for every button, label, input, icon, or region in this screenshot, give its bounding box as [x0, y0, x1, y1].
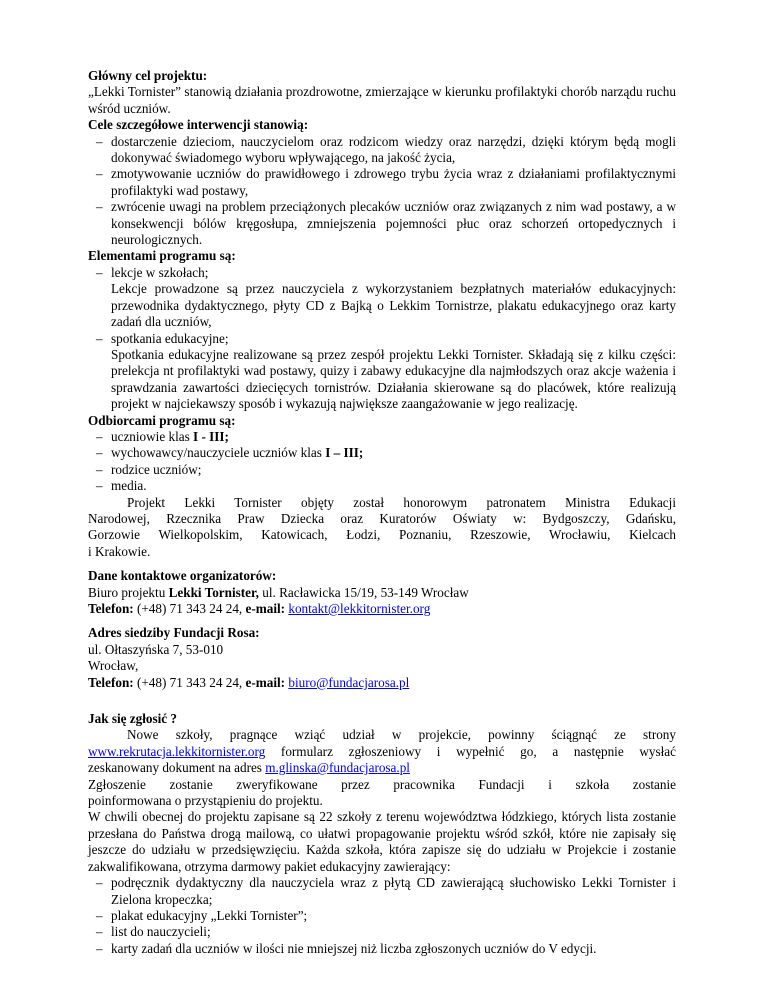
elements-item2-text: Spotkania edukacyjne realizowane są przez zespół projektu Lekki Tornister. Składają się z kilku części: prelekcja nt profilaktyki wad postawy, quizy i zabawy edukacyjne dla najmłodszych oraz akcje ważenia i sprawdzania zawartości dziecięcych tornistrów. Działania skierowane są do placówek, które realizują projekt w najciekawszy sposób i wykazują największe zaangażowanie w jego realizację. — [111, 346, 676, 412]
apply-line-text: formularz zgłoszeniowy i wypełnić go, a następnie wysłać — [265, 743, 676, 759]
foundation-city: Wrocław, — [88, 658, 139, 674]
recipients-list — [88, 429, 676, 495]
list-item: – list do nauczycieli; — [88, 924, 676, 940]
foundation-street: ul. Ołtaszyńska 7, 53-010 — [88, 641, 224, 657]
package-list — [88, 875, 676, 957]
contact-email-link[interactable]: kontakt@lekkitornister.org — [288, 601, 431, 616]
apply-paragraph-1 — [88, 727, 676, 776]
contact-office — [88, 585, 676, 601]
office-text: Biuro projektu — [88, 584, 169, 600]
list-item: – plakat edukacyjny „Lekki Tornister”; — [88, 908, 676, 924]
list-item: – karty zadań dla uczniów w ilości nie mniejszej niż liczba zgłoszonych uczniów do V edycji. — [88, 941, 676, 957]
phone-number: (+48) 71 343 24 24, — [133, 601, 246, 616]
apply-email-link[interactable]: m.glinska@fundacjarosa.pl — [265, 760, 410, 776]
recipient-bold: I - III; — [193, 428, 229, 444]
contact-phone-line — [88, 601, 676, 617]
contact-heading: Dane kontaktowe organizatorów: — [88, 568, 277, 584]
apply-line: Zgłoszenie zostanie zweryfikowane przez pracownika Fundacji i szkoła zostanie — [88, 776, 676, 792]
apply-line-text: zeskanowany dokument na adres — [88, 760, 266, 776]
office-name: Lekki Tornister, — [168, 584, 259, 600]
patronage-paragraph — [88, 495, 676, 561]
list-item: – podręcznik dydaktyczny dla nauczyciela wraz z płytą CD zawierającą słuchowisko Lekki Tornister i Zielona kropeczka; — [88, 875, 676, 908]
email-label: e-mail: — [245, 674, 286, 690]
apply-line: poinformowana o przystąpieniu do projektu. — [88, 793, 323, 809]
specific-list — [88, 134, 676, 249]
foundation-email-link[interactable]: biuro@fundacjarosa.pl — [288, 674, 410, 690]
patronage-line: Narodowej, Rzecznika Praw Dziecka oraz Kuratorów Oświaty w: Bydgoszczy, Gdańsku, — [88, 510, 676, 526]
recipient-text: wychowawcy/nauczyciele uczniów klas — [111, 445, 326, 461]
recipients-heading: Odbiorcami programu są: — [88, 412, 236, 428]
recipient-text: uczniowie klas — [111, 428, 194, 444]
goal-heading: Główny cel projektu: — [88, 68, 208, 83]
list-item — [88, 445, 676, 461]
recruitment-link[interactable]: www.rekrutacja.lekkitornister.org — [88, 743, 266, 759]
list-item: – dostarczenie dzieciom, nauczycielom oraz rodzicom wiedzy oraz narzędzi, dzięki którym będą mogli dokonywać świadomego wyboru wpływającego, na jakość życia, — [88, 134, 676, 167]
list-item — [88, 429, 676, 445]
elements-list — [88, 265, 676, 413]
list-item: – media. — [88, 478, 676, 494]
phone-label: Telefon: — [88, 601, 134, 616]
goal-text: „Lekki Tornister” stanowią działania prozdrowotne, zmierzające w kierunku profilaktyki chorób narządu ruchu wśród uczniów. — [88, 84, 676, 116]
patronage-line: i Krakowie. — [88, 543, 151, 559]
apply-paragraph-3: W chwili obecnej do projektu zapisane są 22 szkoły z terenu województwa łódzkiego, których lista zostanie przesłana do Państwa drogą mailową, co ułatwi propagowanie projektu wśród szkół, które nie zapisały się jeszcze do udziału w przedsięwzięciu. Każda szkoła, która zapisze się do udziału w Projekcie i zostanie zakwalifikowana, otrzyma darmowy pakiet edukacyjny zawierający: — [88, 809, 676, 874]
email-label: e-mail: — [245, 601, 286, 616]
phone-number: (+48) 71 343 24 24, — [133, 674, 246, 690]
phone-label: Telefon: — [88, 674, 134, 690]
list-item: – zmotywowanie uczniów do prawidłowego i zdrowego trybu życia wraz z działaniami profilaktycznymi profilaktyki wad postawy, — [88, 166, 676, 199]
elements-item1-text: Lekcje prowadzone są przez nauczyciela z wykorzystaniem bezpłatnych materiałów edukacyjnych: przewodnika dydaktycznego, płyty CD z Bajką o Lekkim Tornistrze, plakatu edukacyjnego oraz karty zadań dla uczniów, — [111, 281, 676, 330]
foundation-heading: Adres siedziby Fundacji Rosa: — [88, 625, 260, 641]
list-item: – zwrócenie uwagi na problem przeciążonych plecaków uczniów oraz związanych z nim wad postawy, a w konsekwencji bólów kręgosłupa, zmniejszenia pojemności płuc oraz schorzeń ortopedycznych i neurologicznych. — [88, 199, 676, 248]
patronage-line: Gorzowie Wielkopolskim, Katowicach, Łodzi, Poznaniu, Rzeszowie, Wrocławiu, Kielcach — [88, 527, 676, 543]
patronage-line: Projekt Lekki Tornister objęty został honorowym patronatem Ministra Edukacji — [127, 494, 676, 510]
elements-heading: Elementami programu są: — [88, 248, 236, 264]
recipient-bold: I – III; — [325, 445, 364, 461]
elements-item1-title: – lekcje w szkołach; — [111, 264, 209, 280]
specific-heading: Cele szczegółowe interwencji stanowią: — [88, 117, 309, 133]
office-address: ul. Racławicka 15/19, 53-149 Wrocław — [258, 584, 469, 600]
document-page — [88, 68, 676, 957]
list-item — [88, 331, 676, 413]
list-item: – rodzice uczniów; — [88, 462, 676, 478]
elements-item2-title: – spotkania edukacyjne; — [111, 330, 229, 346]
foundation-phone-line — [88, 675, 676, 691]
apply-heading: Jak się zgłosić ? — [88, 711, 178, 727]
apply-line — [88, 760, 676, 776]
apply-line — [88, 744, 676, 760]
apply-line: Nowe szkoły, pragnące wziąć udział w projekcie, powinny ściągnąć ze strony — [127, 727, 676, 743]
list-item — [88, 265, 676, 331]
